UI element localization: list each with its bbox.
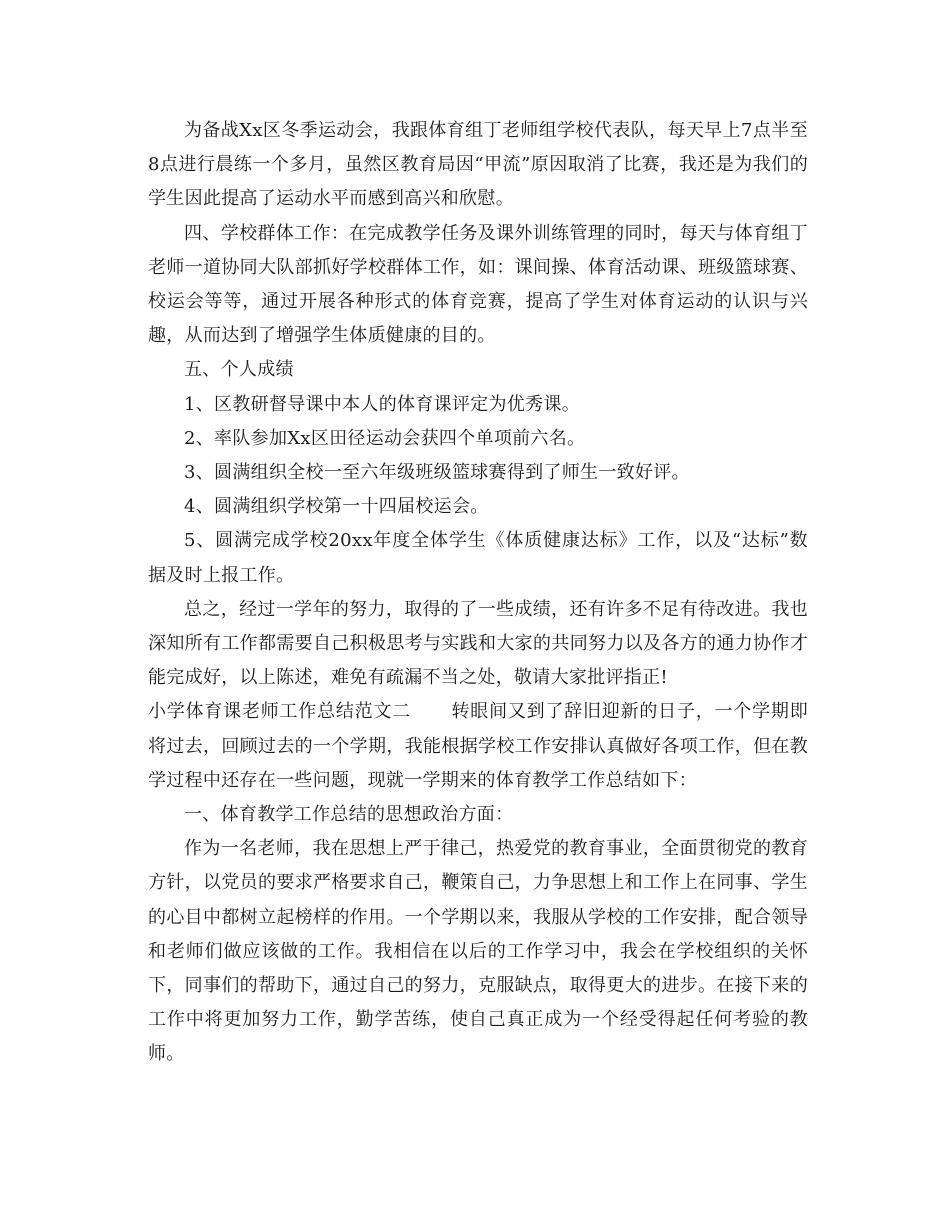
document-body: [148, 114, 808, 1072]
achievement-item-5: 5、圆满完成学校20xx年度全体学生《体质健康达标》工作，以及“达标”数据及时上报工作。: [148, 530, 808, 586]
achievement-item-4: 4、圆满组织学校第一十四届校运会。: [184, 496, 489, 518]
paragraph-training: 为备战Xx区冬季运动会，我跟体育组丁老师组学校代表队，每天早上7点半至8点进行晨练一个多月，虽然区教育局因“甲流”原因取消了比赛，我还是为我们的学生因此提高了运动水平而感到高兴和欣慰。: [148, 120, 808, 210]
paragraph-group-work: 四、学校群体工作：在完成教学任务及课外训练管理的同时，每天与体育组丁老师一道协同大队部抓好学校群体工作，如：课间操、体育活动课、班级篮球赛、校运会等等，通过开展各种形式的体育竞赛，提高了学生对体育运动的认识与兴趣，从而达到了增强学生体质健康的目的。: [148, 222, 808, 347]
paragraph-achievements-heading: 五、个人成绩: [184, 359, 294, 381]
paragraph-conclusion: 总之，经过一学年的努力，取得的了一些成绩，还有许多不足有待改进。我也深知所有工作都需要自己积极思考与实践和大家的共同努力以及各方的通力协作才能完成好，以上陈述，难免有疏漏不当之处，敬请大家批评指正!: [148, 598, 808, 689]
section2-intro-paragraph: [148, 695, 808, 798]
section2-paragraph-politics: 作为一名老师，我在思想上严于律己，热爱党的教育事业，全面贯彻党的教育方针，以党员的要求严格要求自己，鞭策自己，力争思想上和工作上在同事、学生的心目中都树立起榜样的作用。一个学期以来，我服从学校的工作安排，配合领导和老师们做应该做的工作。我相信在以后的工作学习中，我会在学校组织的关怀下，同事们的帮助下，通过自己的努力，克服缺点，取得更大的进步。在接下来的工作中将更加努力工作，勤学苦练，使自己真正成为一个经受得起任何考验的教师。: [148, 838, 808, 1065]
section2-intro-text: 转眼间又到了辞旧迎新的日子，一个学期即将过去，回顾过去的一个学期，我能根据学校工作安排认真做好各项工作，但在教学过程中还存在一些问题，现就一学期来的体育教学工作总结如下：: [148, 701, 808, 791]
achievement-item-2: 2、率队参加Xx区田径运动会获四个单项前六名。: [184, 427, 586, 449]
achievement-item-1: 1、区教研督导课中本人的体育课评定为优秀课。: [184, 393, 581, 415]
achievement-item-3: 3、圆满组织全校一至六年级班级篮球赛得到了师生一致好评。: [184, 462, 690, 484]
section2-title: 小学体育课老师工作总结范文二: [148, 701, 412, 723]
section2-heading-politics: 一、体育教学工作总结的思想政治方面：: [184, 804, 514, 826]
